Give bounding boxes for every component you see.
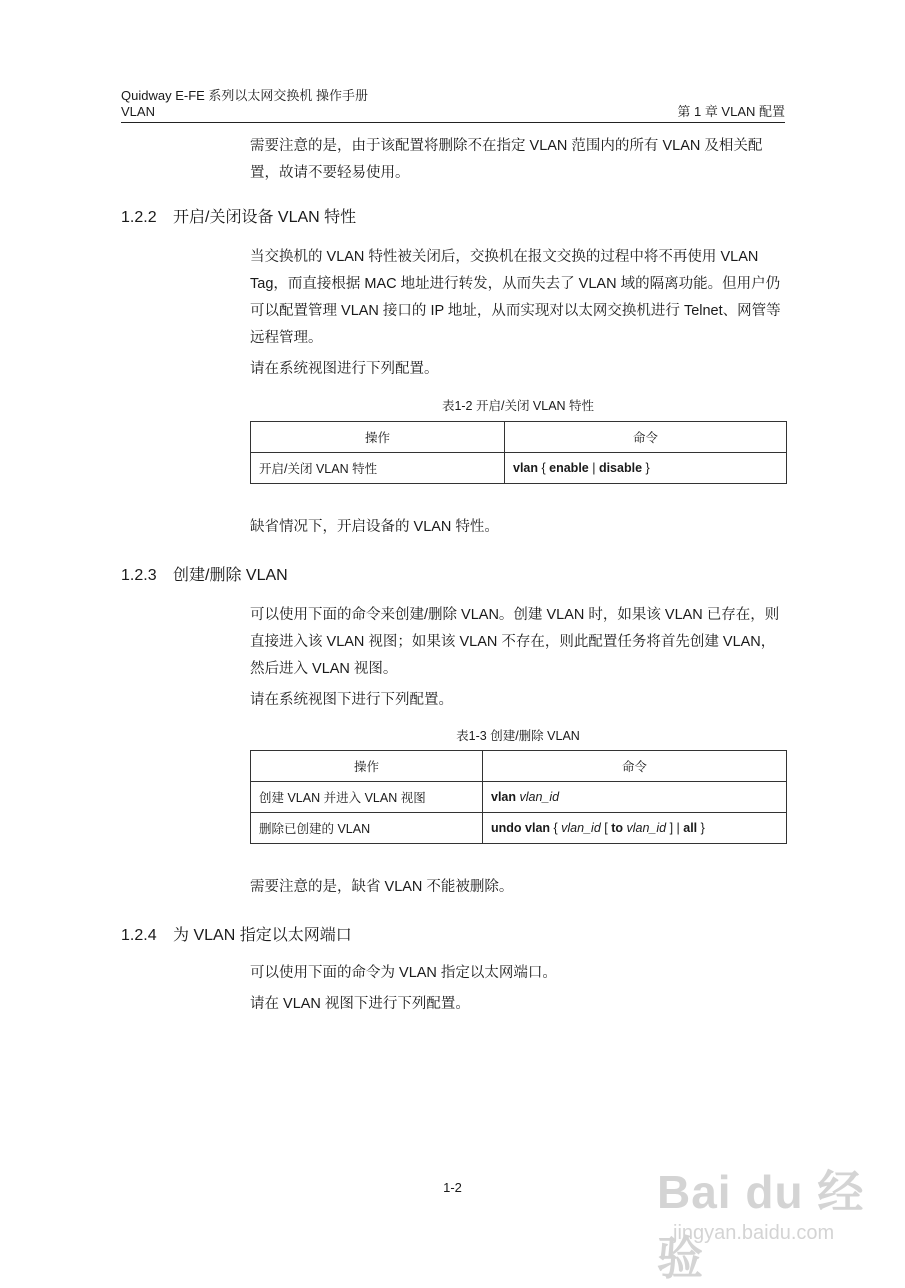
command-syntax: } <box>697 821 705 835</box>
command-syntax: [ <box>600 821 612 835</box>
watermark-brand: Bai du 经验 <box>657 1166 865 1284</box>
command-syntax: } <box>642 461 650 475</box>
table-caption: 表1-2 开启/关闭 VLAN 特性 <box>441 399 595 413</box>
intro-text: 需要注意的是，由于该配置将删除不在指定 VLAN 范围内的所有 VLAN 及相关配置，故请不要轻易使用。 <box>250 138 763 181</box>
section-heading-1-2-2 <box>121 208 356 228</box>
table-row <box>251 782 787 813</box>
command-syntax: { <box>538 461 550 475</box>
column-header: 命令 <box>483 751 787 782</box>
section-1-2-2-body <box>250 244 786 383</box>
command-table-1-2 <box>250 421 787 484</box>
command-syntax: { <box>550 821 562 835</box>
section-number: 1.2.3 <box>121 567 157 584</box>
section-1-2-3-body <box>250 602 786 714</box>
paragraph: 当交换机的 VLAN 特性被关闭后，交换机在报文交换的过程中将不再使用 VLAN Tag，而直接根据 MAC 地址进行转发，从而失去了 VLAN 域的隔离功能。但用户仍可以配置管理 VLAN 接口的 IP 地址，从而实现对以太网交换机进行 Telnet、网管等远程管理。 <box>250 249 781 346</box>
command-argument: vlan_id <box>561 821 601 835</box>
section-number: 1.2.2 <box>121 209 157 226</box>
table-header-row <box>251 751 787 782</box>
baidu-jingyan-watermark <box>645 1148 875 1284</box>
column-header: 操作 <box>251 751 483 782</box>
section-1-2-3-note <box>250 874 786 901</box>
section-title: 创建/删除 VLAN <box>173 567 288 584</box>
table-header-row <box>251 422 787 453</box>
watermark-url: jingyan.baidu.com <box>673 1222 835 1244</box>
command-argument: vlan_id <box>516 790 560 804</box>
command-cell <box>483 782 787 813</box>
command-keyword: to <box>611 821 624 835</box>
section-number: 1.2.4 <box>121 927 157 944</box>
page-number: 1-2 <box>443 1180 462 1195</box>
paragraph: 请在系统视图进行下列配置。 <box>250 361 439 377</box>
command-syntax: ] | <box>666 821 684 835</box>
section-1-2-4-body <box>250 960 786 1018</box>
command-syntax: | <box>588 461 599 475</box>
section-heading-1-2-3 <box>121 566 288 586</box>
section-title: 开启/关闭设备 VLAN 特性 <box>173 209 357 226</box>
header-section-name: VLAN <box>121 104 155 119</box>
command-cell <box>505 453 787 484</box>
paragraph: 需要注意的是，缺省 VLAN 不能被删除。 <box>250 879 514 895</box>
command-cell <box>483 813 787 844</box>
command-keyword: enable <box>549 461 589 475</box>
table-row <box>251 453 787 484</box>
command-table-1-3 <box>250 750 787 844</box>
command-keyword: disable <box>598 461 643 475</box>
intro-paragraph <box>250 133 786 187</box>
header-chapter: 第 1 章 VLAN 配置 <box>677 104 785 119</box>
header-manual-title: Quidway E-FE 系列以太网交换机 操作手册 <box>121 88 369 103</box>
column-header: 命令 <box>505 422 787 453</box>
table-row <box>251 813 787 844</box>
command-argument: vlan_id <box>623 821 667 835</box>
table-caption: 表1-3 创建/删除 VLAN <box>456 729 580 743</box>
operation-cell: 创建 VLAN 并进入 VLAN 视图 <box>251 782 483 813</box>
section-1-2-2-note <box>250 514 786 541</box>
column-header: 操作 <box>251 422 505 453</box>
command-keyword: vlan <box>491 790 517 804</box>
section-heading-1-2-4 <box>121 926 352 946</box>
operation-cell: 删除已创建的 VLAN <box>251 813 483 844</box>
paragraph: 请在 VLAN 视图下进行下列配置。 <box>250 996 470 1012</box>
paragraph: 可以使用下面的命令来创建/删除 VLAN。创建 VLAN 时，如果该 VLAN 已存在，则直接进入该 VLAN 视图；如果该 VLAN 不存在，则此配置任务将首先创建 VLAN，然后进入 VLAN 视图。 <box>250 607 780 677</box>
command-keyword: undo vlan <box>491 821 551 835</box>
command-keyword: vlan <box>513 461 539 475</box>
section-title: 为 VLAN 指定以太网端口 <box>173 927 352 944</box>
paragraph: 缺省情况下，开启设备的 VLAN 特性。 <box>250 519 499 535</box>
command-keyword: all <box>683 821 698 835</box>
operation-cell: 开启/关闭 VLAN 特性 <box>251 453 505 484</box>
paragraph: 可以使用下面的命令为 VLAN 指定以太网端口。 <box>250 965 557 981</box>
header-rule <box>121 122 785 123</box>
paragraph: 请在系统视图下进行下列配置。 <box>250 692 453 708</box>
